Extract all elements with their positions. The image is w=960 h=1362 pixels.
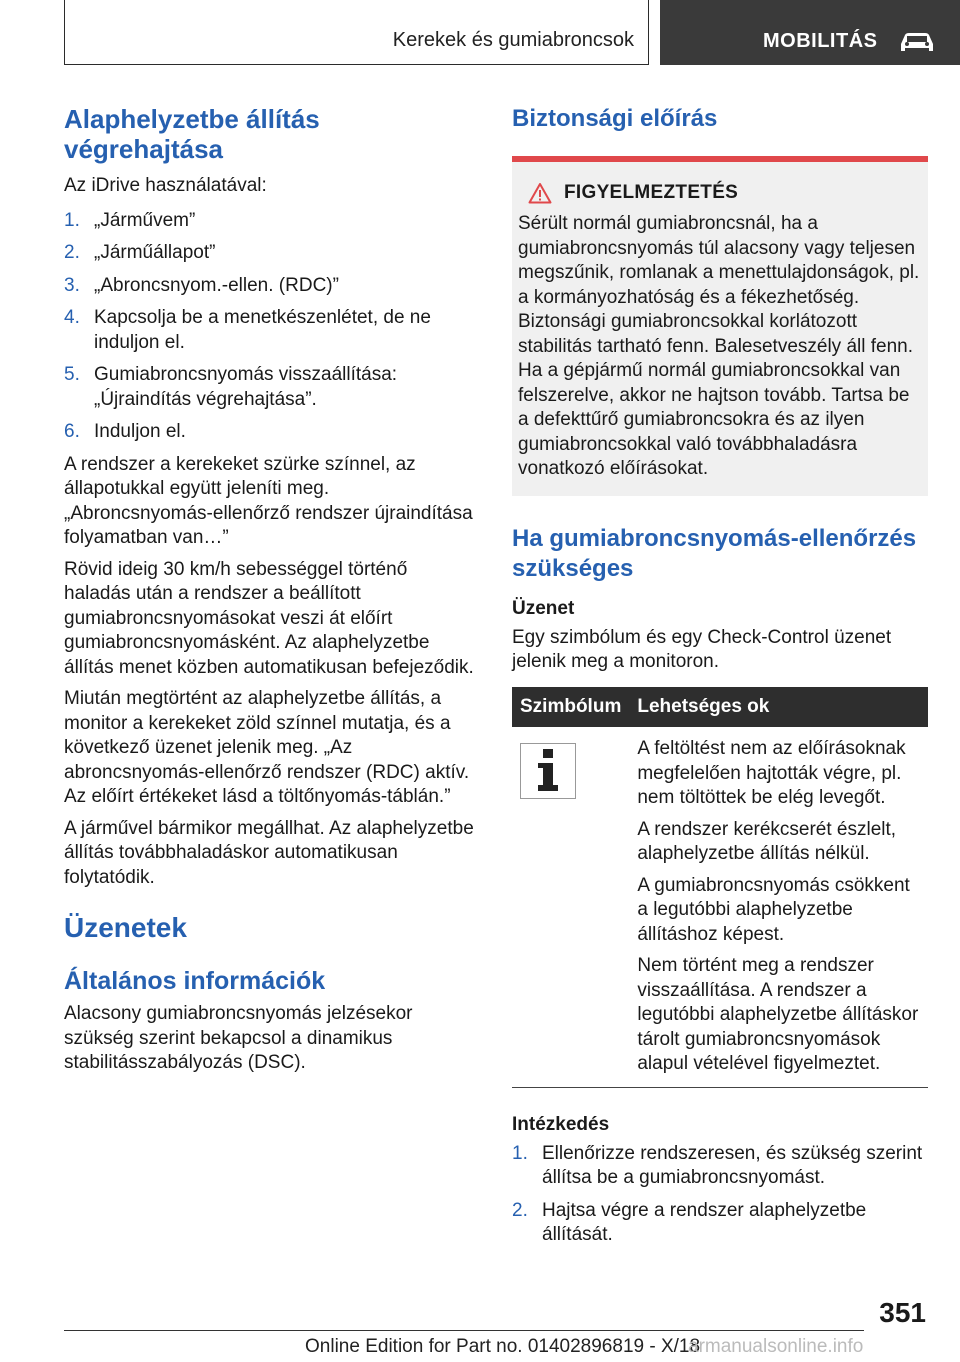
paragraph-short-drive: Rövid ideig 30 km/h sebességgel történő haladás után a rendszer a beállított gumiabroncsnyomásokat veszi át előírt gumiabroncsnyomásként. Az alaphelyzetbe állítás menet közben automatikusan befejeződik.	[64, 558, 474, 678]
cause-item: Nem történt meg a rendszer visszaállítása. A rendszer a legutóbbi alaphelyzetbe állításkor tárolt gumiabroncsnyomások alapul vételével figyelmeztet.	[637, 955, 919, 1074]
cause-table	[512, 687, 928, 1088]
heading-general-info: Általános információk	[64, 967, 326, 995]
list-item: 6. Induljon el.	[64, 421, 186, 442]
warning-box	[512, 162, 928, 496]
idrive-intro: Az iDrive használatával:	[64, 175, 267, 196]
header-chapter-title: MOBILITÁS	[763, 30, 878, 52]
list-item: 1. Ellenőrizze rendszeresen, és szükség szerint állítsa be a gumiabroncsnyomást.	[512, 1142, 923, 1188]
heading-action: Intézkedés	[512, 1113, 610, 1135]
table-row	[512, 727, 928, 1087]
list-item: 3. „Abroncsnyom.-ellen. (RDC)”	[64, 274, 339, 296]
warning-text: Sérült normál gumiabroncsnál, ha a gumiabroncsnyomás túl alacsony vagy teljesen megszűnik, romlanak a menettulajdonságok, pl. a kormányozhatóság és a fékezhetőség. Biztonsági gumiabroncsokkal korlátozott stabilitás tartható fenn. Balesetveszély áll fenn. Ha a gépjármű normál gumiabroncsokkal van felszerelve, akkor ne hajtson tovább. Tartsa be a defekttűrő gumiabroncsokra és az ilyen gumiabroncsokkal való továbbhaladásra vonatkozó előírásokat.	[518, 213, 920, 479]
list-item: 2. „Járműállapot”	[64, 242, 216, 263]
list-item: 1. „Járművem”	[64, 209, 196, 231]
paragraph-grey-wheels: A rendszer a kerekeket szürke színnel, az állapotukkal együtt jeleníti meg. „Abroncsnyomás-ellenőrző rendszer újraindítása folyamatban van…”	[64, 453, 473, 548]
right-column	[512, 100, 928, 1256]
page-number: 351	[879, 1297, 926, 1328]
list-item: 4. Kapcsolja be a menetkészenlétet, de ne induljon el.	[64, 307, 431, 353]
table-cell-causes	[629, 727, 928, 1087]
list-item: 2. Hajtsa végre a rendszer alaphelyzetbe állítását.	[512, 1199, 867, 1245]
paragraph-stop-anytime: A járművel bármikor megállhat. Az alaphelyzetbe állítás továbbhaladáskor automatikusan folytatódik.	[64, 817, 474, 888]
info-icon	[520, 743, 576, 799]
cause-item: A feltöltést nem az előírásoknak megfelelően hajtották végre, pl. nem töltöttek be elég levegőt.	[637, 738, 906, 808]
table-cell-symbol	[512, 727, 629, 1087]
car-icon	[898, 30, 936, 54]
paragraph-green-wheels: Miután megtörtént az alaphelyzetbe állítás, a monitor a kerekeket zöld színnel mutatja, és a következő üzenet jelenik meg. „Az abroncsnyomás-ellenőrző rendszer (RDC) aktív. Az előírt értékeket lásd a töltőnyomás-táblán.”	[64, 688, 470, 807]
heading-check-needed: Ha gumiabroncsnyomás-ellenőrzés szükséges	[512, 524, 917, 582]
header-section-title: Kerekek és gumiabroncsok	[392, 29, 634, 51]
warning-header	[518, 182, 922, 204]
heading-message: Üzenet	[512, 597, 575, 619]
footer-divider	[64, 1330, 864, 1331]
left-column	[64, 100, 476, 1083]
reset-steps	[64, 209, 476, 445]
cause-item: A gumiabroncsnyomás csökkent a legutóbbi alaphelyzetbe állításhoz képest.	[637, 874, 910, 945]
paragraph-message: Egy szimbólum és egy Check-Control üzenet jelenik meg a monitoron.	[512, 626, 892, 672]
header-section-box	[64, 0, 649, 65]
footer-edition: Online Edition for Part no. 01402896819 - X/18	[305, 1336, 701, 1357]
action-steps	[512, 1142, 928, 1248]
cause-item: A rendszer kerékcserét észlelt, alaphelyzetbe állítás nélkül.	[637, 818, 897, 864]
heading-reset: Alaphelyzetbe állítás végrehajtása	[64, 104, 320, 164]
paragraph-dsc: Alacsony gumiabroncsnyomás jelzésekor szükség szerint bekapcsol a dinamikus stabilitásszabályozás (DSC).	[64, 1003, 413, 1073]
warning-triangle-icon	[528, 182, 552, 204]
table-header-cause: Lehetséges ok	[629, 687, 928, 728]
header-chapter-box	[660, 0, 960, 65]
table-header-symbol: Szimbólum	[512, 687, 629, 728]
list-item: 5. Gumiabroncsnyomás visszaállítása: „Újraindítás végrehajtása”.	[64, 364, 398, 410]
footer-watermark: armanualsonline.info	[688, 1336, 864, 1357]
heading-messages: Üzenetek	[64, 912, 187, 943]
heading-safety: Biztonsági előírás	[512, 105, 718, 132]
warning-title: FIGYELMEZTETÉS	[564, 182, 739, 203]
